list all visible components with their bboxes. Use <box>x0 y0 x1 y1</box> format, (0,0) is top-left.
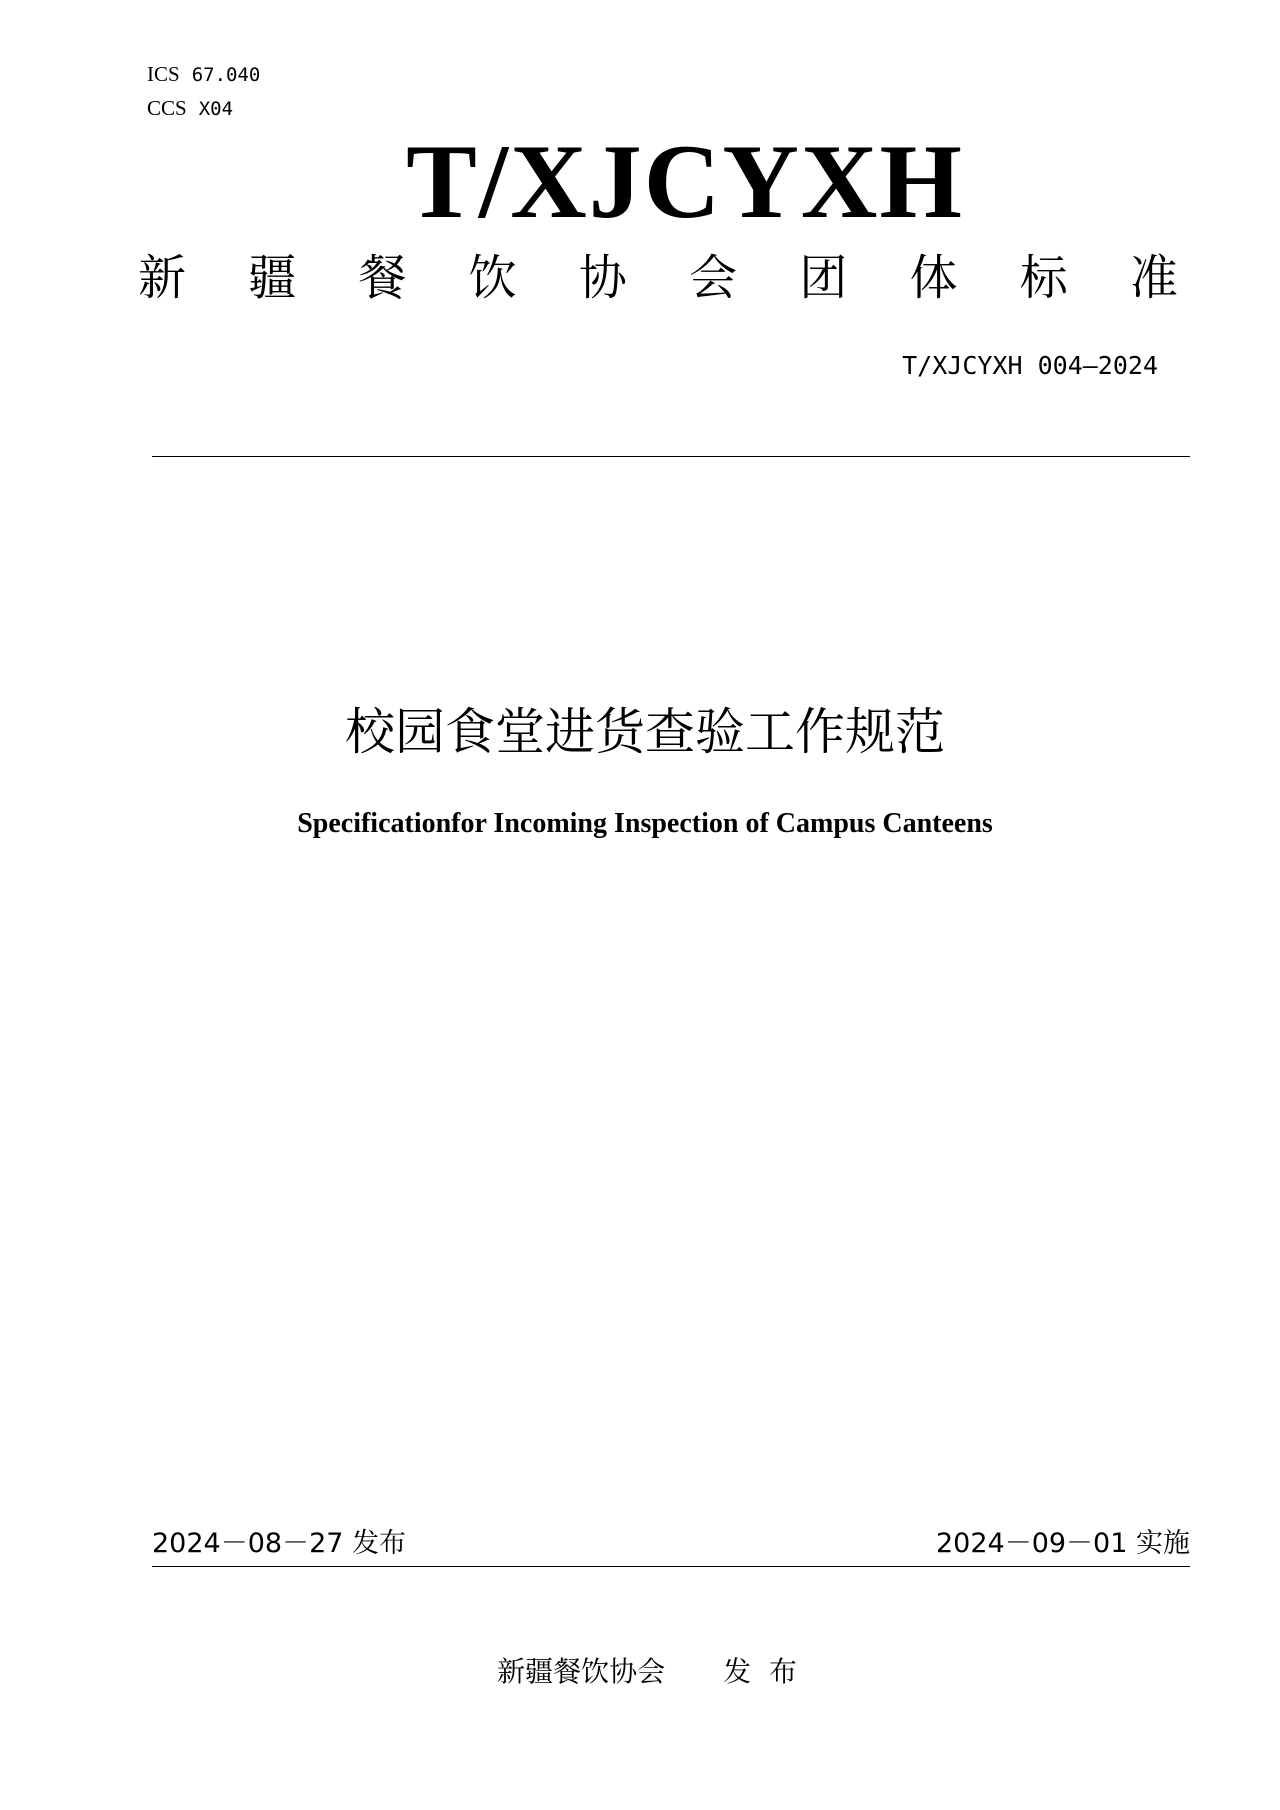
implementation-date: 2024－09－01 实施 <box>935 1528 1190 1559</box>
heading-char: 体 <box>909 250 958 306</box>
heading-char: 团 <box>799 250 848 306</box>
title-english: Specificationfor Incoming Inspection of Campus Canteens <box>297 808 993 839</box>
heading-char: 会 <box>689 250 738 306</box>
ccs-label: CCS <box>147 96 187 120</box>
heading-char: 疆 <box>248 250 297 306</box>
ics-classification <box>147 62 260 87</box>
issue-date: 2024－08－27 发布 <box>152 1528 407 1559</box>
standard-number: T/XJCYXH 004—2024 <box>902 351 1158 380</box>
organization-standard-heading <box>138 248 1178 308</box>
heading-char: 准 <box>1129 250 1178 306</box>
publisher-action: 发 布 <box>723 1655 797 1688</box>
ics-value: 67.040 <box>191 64 261 86</box>
bottom-divider <box>152 1566 1190 1567</box>
heading-char: 新 <box>138 250 187 306</box>
ics-label: ICS <box>147 62 180 86</box>
publisher-line <box>0 1654 1280 1690</box>
title-chinese: 校园食堂进货查验工作规范 <box>345 703 945 761</box>
heading-char: 协 <box>578 250 627 306</box>
heading-char: 饮 <box>468 250 517 306</box>
ccs-value: X04 <box>198 98 234 120</box>
ccs-classification <box>147 96 233 121</box>
top-divider <box>152 456 1190 457</box>
publisher-name: 新疆餐饮协会 <box>497 1655 666 1688</box>
heading-char: 餐 <box>358 250 407 306</box>
heading-char: 标 <box>1019 250 1068 306</box>
standard-code-mark: T/XJCYXH <box>406 123 964 240</box>
